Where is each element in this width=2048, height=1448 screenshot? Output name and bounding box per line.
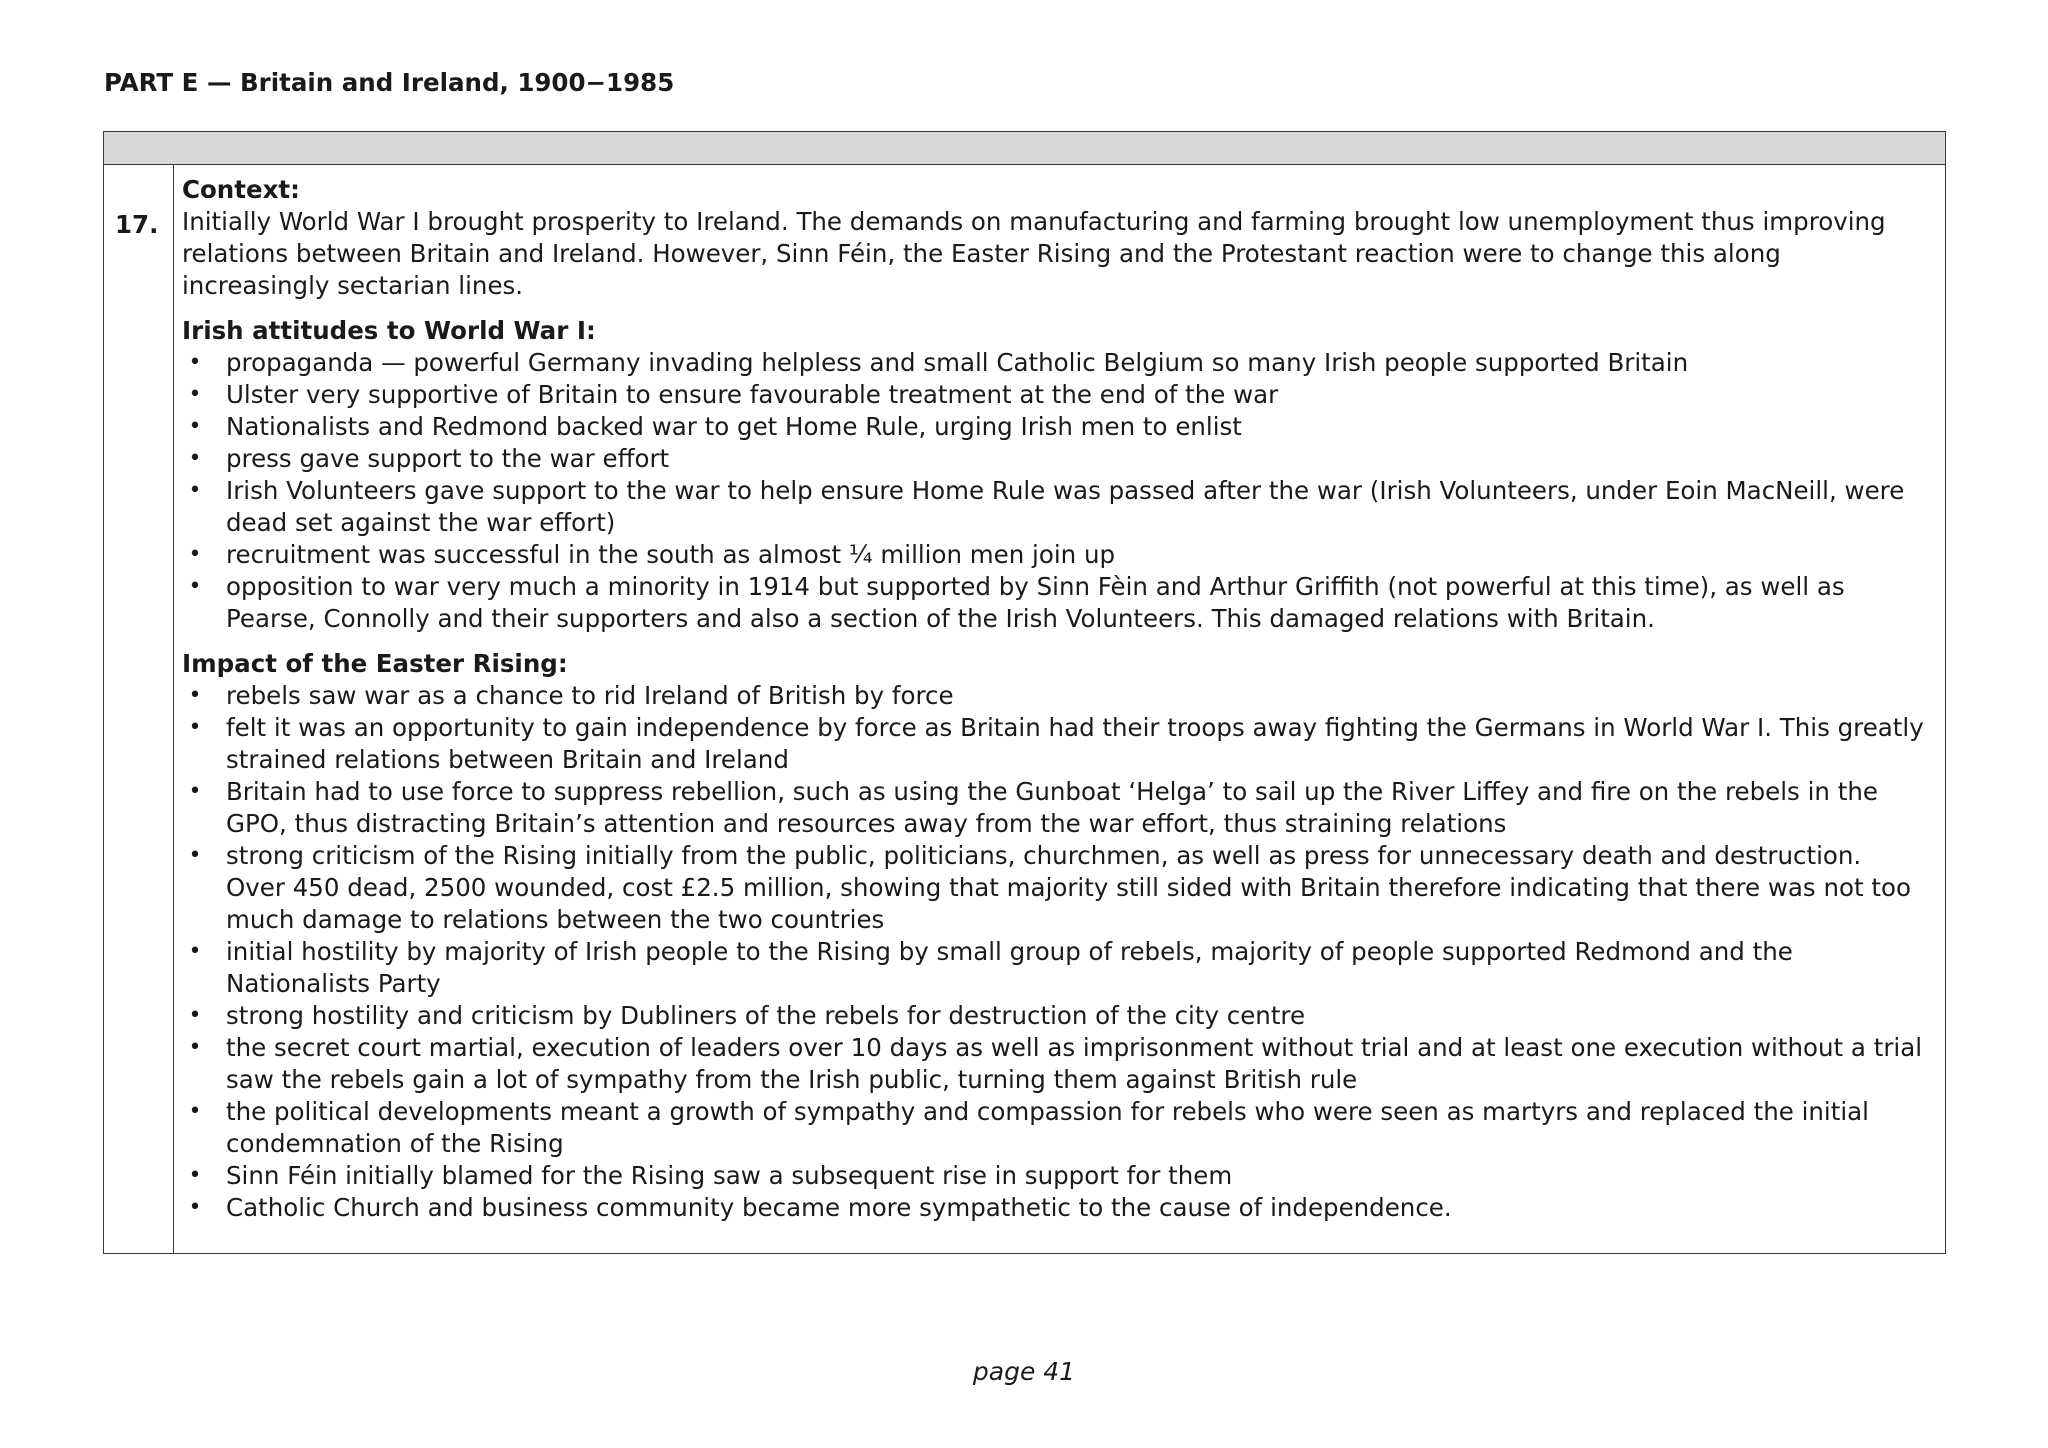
marking-table xyxy=(103,131,1946,1254)
bullet-icon: • xyxy=(188,446,202,471)
bullet-icon: • xyxy=(188,1003,202,1028)
bullet-icon: • xyxy=(188,382,202,407)
context-section xyxy=(182,174,1927,302)
list-item-text: initial hostility by majority of Irish people to the Rising by small group of rebels, majority of people supported Redmond and the Nationalists Party xyxy=(226,937,1793,998)
list-item xyxy=(182,1032,1927,1096)
irish-attitudes-section xyxy=(182,315,1927,635)
part-title: PART E — Britain and Ireland, 1900−1985 xyxy=(104,68,675,97)
bullet-icon: • xyxy=(188,542,202,567)
bullet-icon: • xyxy=(188,350,202,375)
list-item-text: press gave support to the war effort xyxy=(226,444,670,473)
bullet-icon: • xyxy=(188,683,202,708)
question-number-cell xyxy=(104,165,174,1253)
list-item-text: strong criticism of the Rising initially from the public, politicians, churchmen, as well as press for unnecessary death and destruction. Over 450 dead, 2500 wounded, cost £2.5 million, showing that majority still sided with Britain therefore indicating that there was not too much damage to relations between the two countries xyxy=(226,841,1911,934)
bullet-icon: • xyxy=(188,1099,202,1124)
list-item-text: rebels saw war as a chance to rid Ireland of British by force xyxy=(226,681,954,710)
list-item xyxy=(182,712,1927,776)
bullet-icon: • xyxy=(188,843,202,868)
list-item xyxy=(182,1096,1927,1160)
irish-attitudes-list xyxy=(182,347,1927,635)
bullet-icon: • xyxy=(188,939,202,964)
list-item xyxy=(182,379,1927,411)
list-item-text: Ulster very supportive of Britain to ensure favourable treatment at the end of the war xyxy=(226,380,1279,409)
list-item-text: Britain had to use force to suppress rebellion, such as using the Gunboat ‘Helga’ to sail up the River Liffey and fire on the rebels in the GPO, thus distracting Britain’s attention and resources away from the war effort, thus straining relations xyxy=(226,777,1878,838)
list-item xyxy=(182,571,1927,635)
answer-content-cell xyxy=(182,174,1927,1224)
list-item xyxy=(182,1192,1927,1224)
list-item-text: Catholic Church and business community became more sympathetic to the cause of independence. xyxy=(226,1193,1452,1222)
bullet-icon: • xyxy=(188,1163,202,1188)
list-item xyxy=(182,936,1927,1000)
list-item-text: opposition to war very much a minority in 1914 but supported by Sinn Fèin and Arthur Griffith (not powerful at this time), as well as Pearse, Connolly and their supporters and also a section of the Irish Volunteers. This damaged relations with Britain. xyxy=(226,572,1845,633)
list-item-text: strong hostility and criticism by Dubliners of the rebels for destruction of the city centre xyxy=(226,1001,1306,1030)
list-item-text: recruitment was successful in the south as almost ¼ million men join up xyxy=(226,540,1116,569)
list-item xyxy=(182,1160,1927,1192)
list-item xyxy=(182,539,1927,571)
table-header-row xyxy=(104,132,1945,165)
question-number: 17. xyxy=(115,210,159,239)
bullet-icon: • xyxy=(188,715,202,740)
easter-rising-section xyxy=(182,648,1927,1224)
list-item xyxy=(182,411,1927,443)
bullet-icon: • xyxy=(188,779,202,804)
bullet-icon: • xyxy=(188,414,202,439)
list-item xyxy=(182,347,1927,379)
bullet-icon: • xyxy=(188,1195,202,1220)
list-item-text: the secret court martial, execution of leaders over 10 days as well as imprisonment without trial and at least one execution without a trial saw the rebels gain a lot of sympathy from the Irish public, turning them against British rule xyxy=(226,1033,1923,1094)
bullet-icon: • xyxy=(188,478,202,503)
list-item xyxy=(182,475,1927,539)
list-item-text: Nationalists and Redmond backed war to get Home Rule, urging Irish men to enlist xyxy=(226,412,1242,441)
list-item xyxy=(182,1000,1927,1032)
bullet-icon: • xyxy=(188,574,202,599)
bullet-icon: • xyxy=(188,1035,202,1060)
easter-rising-heading: Impact of the Easter Rising: xyxy=(182,649,568,678)
list-item xyxy=(182,776,1927,840)
list-item-text: propaganda — powerful Germany invading helpless and small Catholic Belgium so many Irish people supported Britain xyxy=(226,348,1689,377)
list-item-text: felt it was an opportunity to gain independence by force as Britain had their troops away fighting the Germans in World War I. This greatly strained relations between Britain and Ireland xyxy=(226,713,1924,774)
list-item-text: the political developments meant a growth of sympathy and compassion for rebels who were seen as martyrs and replaced the initial condemnation of the Rising xyxy=(226,1097,1869,1158)
easter-rising-list xyxy=(182,680,1927,1224)
list-item-text: Irish Volunteers gave support to the war to help ensure Home Rule was passed after the war (Irish Volunteers, under Eoin MacNeill, were dead set against the war effort) xyxy=(226,476,1905,537)
irish-attitudes-heading: Irish attitudes to World War I: xyxy=(182,316,596,345)
page-number: page 41 xyxy=(972,1357,1076,1386)
context-text: Initially World War I brought prosperity to Ireland. The demands on manufacturing and farming brought low unemployment thus improving relations between Britain and Ireland. However, Sinn Féin, the Easter Rising and the Protestant reaction were to change this along increasingly sectarian lines. xyxy=(182,207,1886,300)
list-item-text: Sinn Féin initially blamed for the Rising saw a subsequent rise in support for them xyxy=(226,1161,1233,1190)
context-heading: Context: xyxy=(182,175,300,204)
list-item xyxy=(182,443,1927,475)
list-item xyxy=(182,680,1927,712)
list-item xyxy=(182,840,1927,936)
